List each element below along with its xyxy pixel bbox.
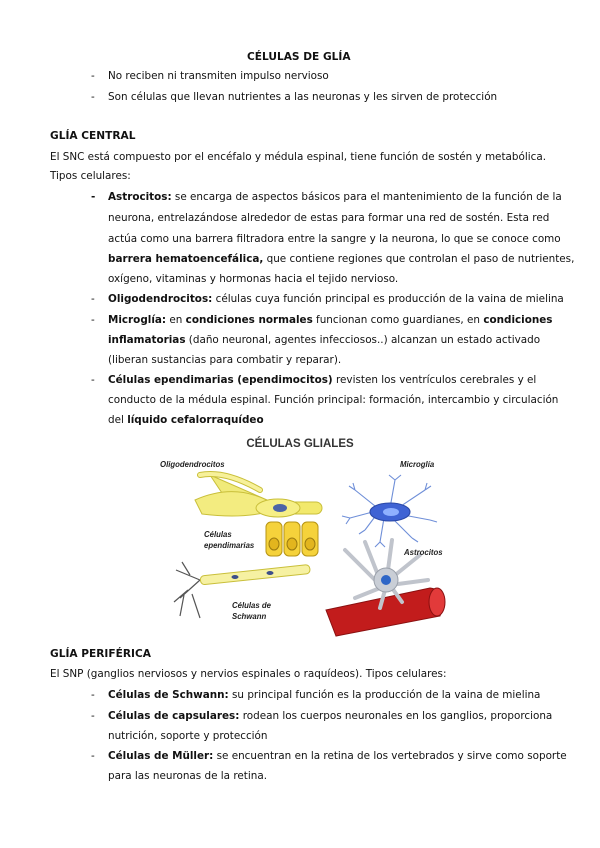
schwann-text: su principal función es la producción de la vaina de mielina [228, 689, 541, 701]
micro-l1 [108, 311, 553, 330]
schwann-item [108, 686, 540, 705]
central-heading: GLÍA CENTRAL [50, 130, 136, 142]
astro-term: Astrocitos: [108, 191, 172, 203]
micro-text: funcionan como guardianes, en [312, 314, 484, 326]
oligo-item [108, 290, 564, 309]
peripheral-line1: El SNP (ganglios nerviosos y nervios espinales o raquídeos). Tipos celulares: [50, 668, 447, 680]
label-oligo: Oligodendrocitos [160, 460, 225, 469]
intro-bullet-1: No reciben ni transmiten impulso nervioso [108, 70, 329, 82]
astro-l2: neurona, entrelazándose alrededor de estas para formar una red de sostén. Esta red [108, 212, 550, 224]
epen-term: Células ependimarias (ependimocitos) [108, 374, 333, 386]
micro-text: (daño neuronal, agentes infecciosos..) alcanzan un estado activado [185, 334, 541, 346]
muller-text: se encuentran en la retina de los vertebrados y sirve como soporte [213, 750, 567, 762]
astro-l1: se encarga de aspectos básicos para el mantenimiento de la función de la [171, 191, 562, 203]
astro-l5: oxígeno, vitaminas y hormonas hacia el tejido nervioso. [108, 273, 399, 285]
astro-l4-rest: que contiene regiones que controlan el paso de nutrientes, [263, 253, 575, 265]
label-schwann-2: Schwann [232, 612, 267, 621]
central-line2: Tipos celulares: [50, 170, 131, 182]
bullet-dash: - [91, 710, 95, 722]
micro-l3: (liberan sustancias para combatir y reparar). [108, 354, 342, 366]
epen-l3 [108, 411, 264, 430]
bullet-dash: - [91, 91, 95, 103]
caps-text: rodean los cuerpos neuronales en los ganglios, proporciona [239, 710, 553, 722]
bullet-dash: - [91, 70, 95, 82]
astro-l4 [108, 250, 574, 269]
page-title: CÉLULAS DE GLÍA [247, 51, 351, 63]
micro-cond: condiciones [483, 314, 553, 326]
epen-lcr: líquido cefalorraquídeo [127, 414, 264, 426]
epen-text: del [108, 414, 128, 426]
micro-l2 [108, 331, 540, 350]
schwann-term: Células de Schwann: [108, 689, 229, 701]
microglia-illustration [342, 475, 437, 547]
muller-l2: para las neuronas de la retina. [108, 770, 268, 782]
astro-l3: actúa como una barrera filtradora entre la sangre y la neurona, lo que se conoce como [108, 233, 561, 245]
caps-l1 [108, 707, 552, 726]
ependymal-illustration [266, 522, 318, 556]
label-epen-2: ependimarias [204, 541, 255, 550]
bullet-dash: - [91, 689, 95, 701]
micro-normal: condiciones normales [185, 314, 313, 326]
label-schwann-1: Células de [232, 601, 271, 610]
central-line1: El SNC está compuesto por el encéfalo y médula espinal, tiene función de sostén y metabólica. [50, 151, 547, 163]
caps-term: Células de capsulares: [108, 710, 240, 722]
oligo-term: Oligodendrocitos: [108, 293, 213, 305]
bullet-dash: - [91, 750, 95, 762]
muller-term: Células de Müller: [108, 750, 214, 762]
caps-l2: nutrición, soporte y protección [108, 730, 268, 742]
astro-bhe: barrera hematoencefálica, [108, 253, 264, 265]
astro-item [108, 188, 562, 207]
figure-title: CÉLULAS GLIALES [246, 438, 354, 450]
bullet-dash: - [91, 191, 96, 203]
oligodendrocyte-illustration [195, 474, 322, 517]
bullet-dash: - [91, 374, 95, 386]
epen-l2: conducto de la médula espinal. Función principal: formación, intercambio y circulación [108, 394, 559, 406]
micro-text: en [166, 314, 186, 326]
micro-term: Microglía: [108, 314, 167, 326]
bullet-dash: - [91, 293, 95, 305]
intro-bullet-2: Son células que llevan nutrientes a las neuronas y les sirven de protección [108, 91, 498, 103]
epen-text: revisten los ventrículos cerebrales y el [332, 374, 537, 386]
label-astro: Astrocitos [404, 548, 443, 557]
oligo-rest: células cuya función principal es producción de la vaina de mielina [212, 293, 564, 305]
epen-l1 [108, 371, 536, 390]
micro-inflam: inflamatorias [108, 334, 186, 346]
bullet-dash: - [91, 314, 95, 326]
label-epen-1: Células [204, 530, 232, 539]
label-micro: Microglía [400, 460, 435, 469]
peripheral-heading: GLÍA PERIFÉRICA [50, 648, 151, 660]
muller-l1 [108, 747, 567, 766]
glial-cells-figure [140, 430, 460, 640]
